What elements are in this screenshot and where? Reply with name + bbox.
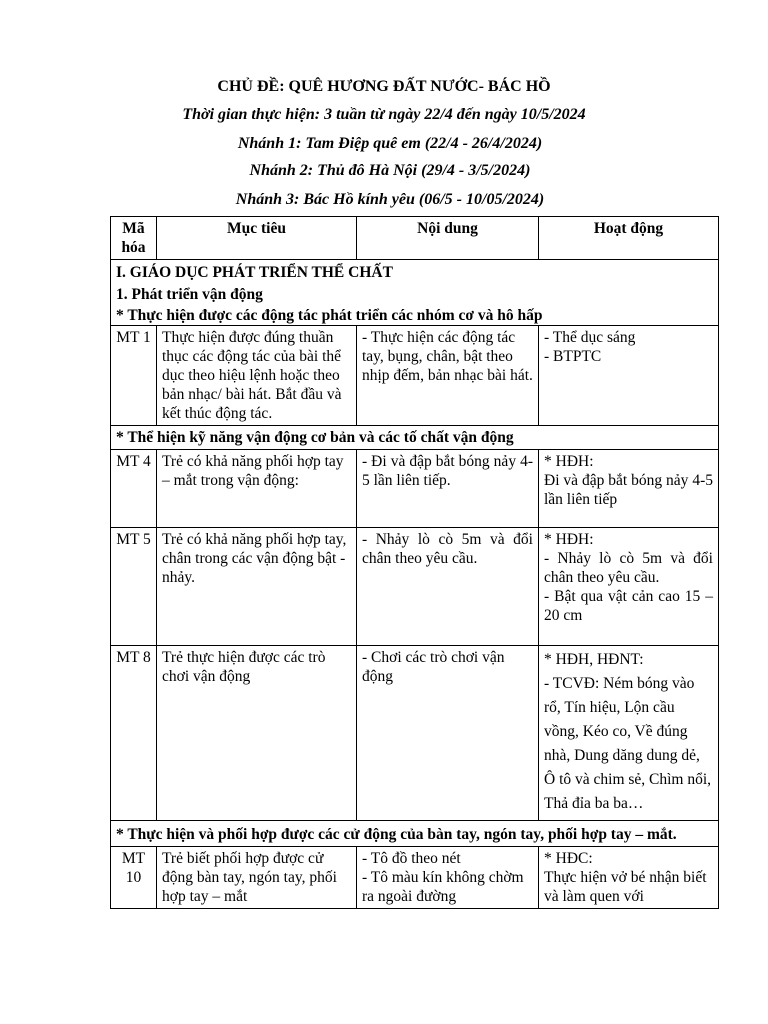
branch-3: Nhánh 3: Bác Hồ kính yêu (06/5 - 10/05/2024): [235, 191, 545, 208]
section-row: [111, 260, 719, 326]
table-header-row: [111, 217, 719, 260]
plan-table: [110, 216, 719, 909]
row-code: MT 1: [111, 326, 157, 426]
activity-line: - BTPTC: [544, 348, 602, 365]
row-target: Trẻ có khả năng phối hợp tay, chân trong các vận động bật - nhảy.: [157, 528, 357, 646]
row-content: - Đi và đập bắt bóng nảy 4-5 lần liên tiếp.: [357, 450, 539, 528]
group-row: [111, 821, 719, 847]
row-target: Trẻ biết phối hợp được cử động bàn tay, ngón tay, phối hợp tay – mắt: [157, 847, 357, 909]
table-row: [111, 326, 719, 426]
row-code: MT 4: [111, 450, 157, 528]
section-note: * Thực hiện được các động tác phát triển các nhóm cơ và hô hấp: [116, 307, 543, 324]
table-row: [111, 646, 719, 821]
activity-line: - Nhảy lò cò 5m và đổi chân theo yêu cầu.: [544, 550, 713, 586]
activity-line: Đi và đập bắt bóng nảy 4-5 lần liên tiếp: [544, 472, 713, 508]
activity-line: * HĐH:: [544, 453, 594, 470]
table-row: [111, 450, 719, 528]
row-activity: [539, 326, 719, 426]
activity-line: - Thể dục sáng: [544, 329, 636, 346]
row-content: - Thực hiện các động tác tay, bụng, chân, bật theo nhịp đếm, bản nhạc bài hát.: [357, 326, 539, 426]
branch-1: Nhánh 1: Tam Điệp quê em (22/4 - 26/4/2024): [237, 135, 543, 152]
row-code: MT 5: [111, 528, 157, 646]
group-title: * Thực hiện và phối hợp được các cử động của bàn tay, ngón tay, phối hợp tay – mắt.: [111, 821, 719, 847]
row-activity: [539, 646, 719, 821]
row-content: [357, 847, 539, 909]
table-row: [111, 847, 719, 909]
col-header-target: Mục tiêu: [157, 217, 357, 260]
row-target: Thực hiện được đúng thuần thục các động tác của bài thể dục theo hiệu lệnh hoặc theo bản nhạc/ bài hát. Bắt đầu và kết thúc động tác.: [157, 326, 357, 426]
content-line: - Tô đồ theo nét: [362, 850, 461, 867]
activity-line: - TCVĐ: Ném bóng vào rổ, Tín hiệu, Lộn cầu vồng, Kéo co, Về đúng nhà, Dung dăng dung dẻ, Ô tô và chim sẻ, Chìm nổi, Thả đỉa ba ba…: [544, 675, 712, 812]
col-header-content: Nội dung: [357, 217, 539, 260]
row-activity: [539, 847, 719, 909]
col-header-code: Mã hóa: [111, 217, 157, 260]
row-target: Trẻ có khả năng phối hợp tay – mắt trong vận động:: [157, 450, 357, 528]
activity-line: * HĐH, HĐNT:: [544, 651, 644, 668]
row-target: Trẻ thực hiện được các trò chơi vận động: [157, 646, 357, 821]
section-title: I. GIÁO DỤC PHÁT TRIỂN THỂ CHẤT: [116, 264, 393, 281]
page-title: CHỦ ĐỀ: QUÊ HƯƠNG ĐẤT NƯỚC- BÁC HỒ: [217, 78, 551, 95]
time-range: Thời gian thực hiện: 3 tuần từ ngày 22/4 đến ngày 10/5/2024: [182, 106, 586, 123]
row-activity: [539, 450, 719, 528]
row-code: MT 10: [111, 847, 157, 909]
table-row: [111, 528, 719, 646]
row-activity: [539, 528, 719, 646]
activity-line: * HĐH:: [544, 531, 594, 548]
col-header-activity: Hoạt động: [539, 217, 719, 260]
activity-line: * HĐC:: [544, 850, 593, 867]
row-content: - Chơi các trò chơi vận động: [357, 646, 539, 821]
branch-2: Nhánh 2: Thủ đô Hà Nội (29/4 - 3/5/2024): [249, 162, 531, 179]
section-subtitle: 1. Phát triển vận động: [116, 286, 263, 303]
row-code: MT 8: [111, 646, 157, 821]
group-row: [111, 426, 719, 450]
activity-line: Thực hiện vở bé nhận biết và làm quen với: [544, 869, 707, 905]
group-title: * Thể hiện kỹ năng vận động cơ bản và các tố chất vận động: [111, 426, 719, 450]
content-line: - Tô màu kín không chờm ra ngoài đường: [362, 869, 524, 905]
activity-line: - Bật qua vật cản cao 15 – 20 cm: [544, 588, 713, 624]
row-content: - Nhảy lò cò 5m và đổi chân theo yêu cầu.: [357, 528, 539, 646]
